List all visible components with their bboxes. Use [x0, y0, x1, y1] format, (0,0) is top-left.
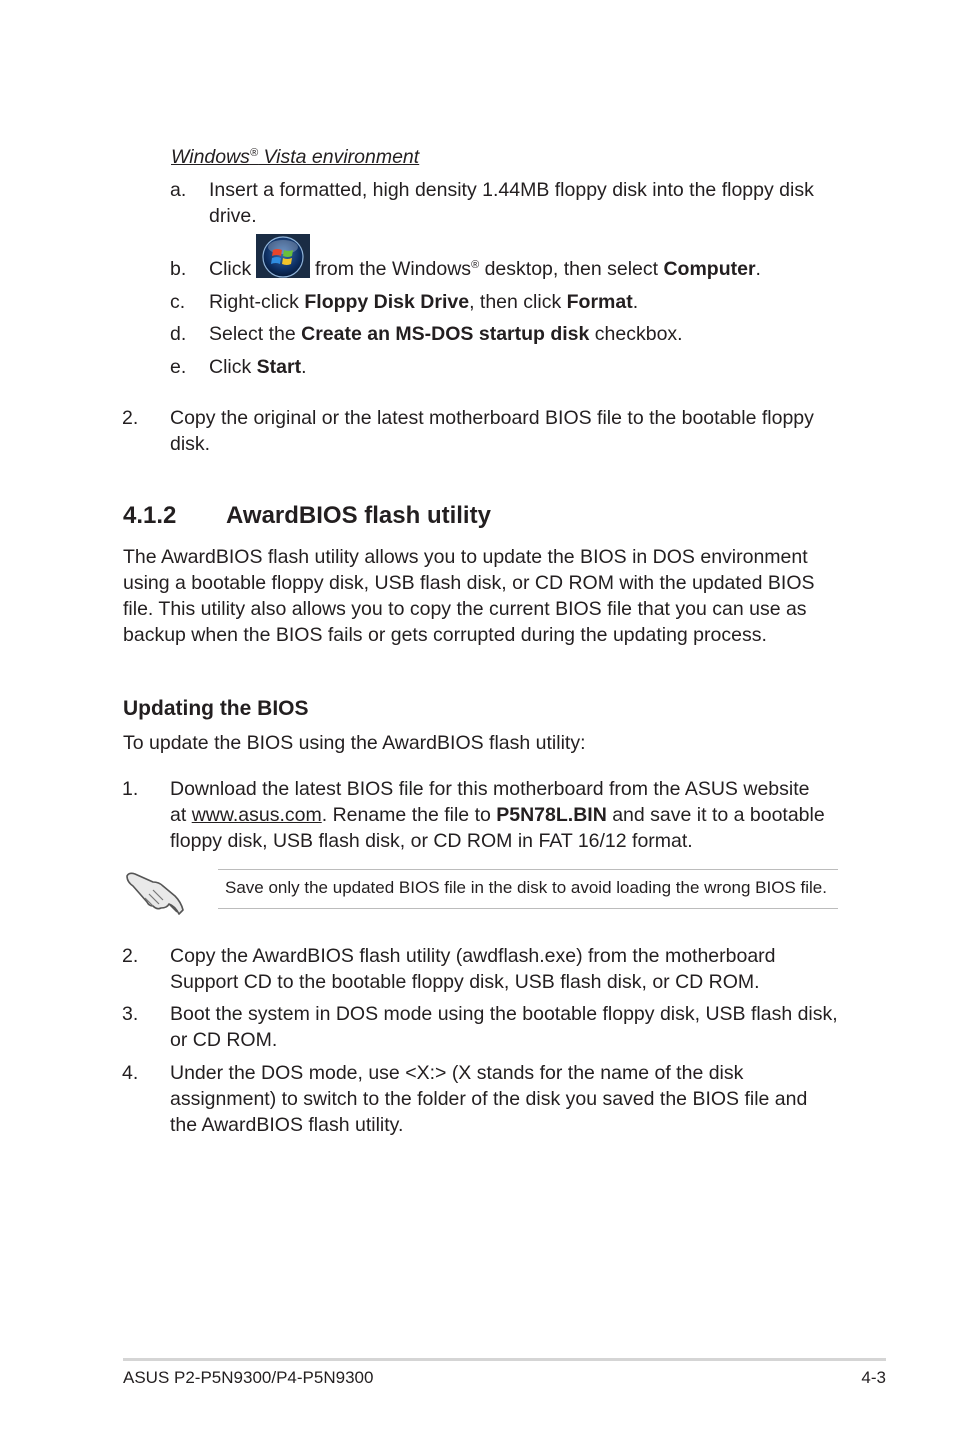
step-d-text-1: Select the	[209, 323, 302, 345]
note-top-rule	[218, 869, 838, 870]
step-b-period: .	[755, 258, 761, 280]
heading-windows-text: Windows	[171, 146, 250, 168]
step-2-text	[170, 405, 850, 457]
step-1-at-text: at	[170, 804, 192, 826]
footer-title: ASUS P2-P5N9300/P4-P5N9300	[123, 1368, 374, 1387]
subsection-title: Updating the BIOS	[123, 697, 309, 720]
footer-rule	[123, 1358, 886, 1361]
step-b-text	[315, 256, 761, 282]
step-b-click-text: Click	[209, 258, 252, 280]
step-c-text-1: Right-click	[209, 291, 305, 313]
step-1-line: Download the latest BIOS file for this motherboard from the ASUS website	[170, 778, 810, 800]
step-3-line: Boot the system in DOS mode using the bootable floppy disk, USB flash disk,	[170, 1003, 838, 1025]
paragraph-line: using a bootable floppy disk, USB flash disk, or CD ROM with the updated BIOS	[123, 572, 815, 594]
step-d-label: d.	[170, 323, 187, 345]
step-2-label: 2.	[122, 945, 139, 967]
updating-intro: To update the BIOS using the AwardBIOS flash utility:	[123, 732, 586, 754]
paragraph-line: backup when the BIOS fails or gets corrupted during the updating process.	[123, 624, 767, 646]
step-c-text	[209, 289, 638, 315]
page-number: 4-3	[861, 1368, 886, 1387]
step-4-line: Under the DOS mode, use <X:> (X stands for the name of the disk	[170, 1062, 744, 1084]
vista-environment-heading	[171, 144, 419, 170]
step-e-text	[209, 354, 307, 380]
step-1-text	[170, 776, 850, 854]
computer-bold-text: Computer	[663, 258, 756, 280]
hand-pointer-note-icon	[123, 866, 187, 916]
registered-mark: ®	[249, 147, 259, 159]
note-bottom-rule	[218, 908, 838, 909]
step-e-period: .	[301, 356, 307, 378]
step-e-label: e.	[170, 356, 187, 378]
step-1-label: 1.	[122, 778, 139, 800]
registered-mark: ®	[471, 259, 480, 271]
step-b-windows-text: from the Windows	[315, 258, 472, 280]
step-b-label: b.	[170, 258, 187, 280]
section-paragraph	[123, 544, 838, 648]
heading-vista-text: Vista environment	[258, 146, 420, 168]
step-4-text	[170, 1060, 850, 1138]
step-1-rename-text: . Rename the file to	[321, 804, 497, 826]
step-3-text	[170, 1001, 860, 1053]
step-c-label: c.	[170, 291, 186, 313]
step-b-desktop-text: desktop, then select	[479, 258, 664, 280]
step-e-text-1: Click	[209, 356, 257, 378]
step-a-label: a.	[170, 179, 187, 201]
format-bold-text: Format	[566, 291, 633, 313]
step-2-line: Copy the AwardBIOS flash utility (awdflash.exe) from the motherboard	[170, 945, 776, 967]
step-4-line: assignment) to switch to the folder of the disk you saved the BIOS file and	[170, 1088, 808, 1110]
step-3-line: or CD ROM.	[170, 1029, 278, 1051]
step-2-label: 2.	[122, 407, 139, 429]
step-4-label: 4.	[122, 1062, 139, 1084]
paragraph-line: The AwardBIOS flash utility allows you to update the BIOS in DOS environment	[123, 546, 808, 568]
step-d-text-2: checkbox.	[589, 323, 683, 345]
step-a-text	[209, 177, 849, 229]
ms-dos-startup-bold-text: Create an MS-DOS startup disk	[301, 323, 590, 345]
section-number: 4.1.2	[123, 502, 177, 529]
step-1-line	[170, 802, 850, 828]
step-c-period: .	[632, 291, 639, 313]
bios-filename-bold-text: P5N78L.BIN	[496, 804, 607, 826]
section-title: AwardBIOS flash utility	[226, 502, 491, 529]
step-a-line: Insert a formatted, high density 1.44MB floppy disk into the floppy disk	[209, 179, 814, 201]
step-2-line: disk.	[170, 433, 211, 455]
step-d-text	[209, 321, 683, 347]
step-3-label: 3.	[122, 1003, 139, 1025]
step-2-line: Support CD to the bootable floppy disk, USB flash disk, or CD ROM.	[170, 971, 760, 993]
start-bold-text: Start	[256, 356, 302, 378]
floppy-disk-drive-bold-text: Floppy Disk Drive	[304, 291, 470, 313]
step-1-save-text: and save it to a bootable	[606, 804, 825, 826]
step-4-line: the AwardBIOS flash utility.	[170, 1114, 404, 1136]
windows-vista-start-orb-icon	[256, 234, 310, 278]
note-text: Save only the updated BIOS file in the disk to avoid loading the wrong BIOS file.	[225, 878, 827, 897]
step-2-text	[170, 943, 850, 995]
step-1-line: floppy disk, USB flash disk, or CD ROM in FAT 16/12 format.	[170, 830, 693, 852]
step-c-text-2: , then click	[469, 291, 567, 313]
asus-website-link[interactable]: www.asus.com	[191, 804, 322, 826]
paragraph-line: file. This utility also allows you to copy the current BIOS file that you can use as	[123, 598, 807, 620]
step-2-line: Copy the original or the latest motherboard BIOS file to the bootable floppy	[170, 407, 814, 429]
step-a-line: drive.	[209, 205, 257, 227]
